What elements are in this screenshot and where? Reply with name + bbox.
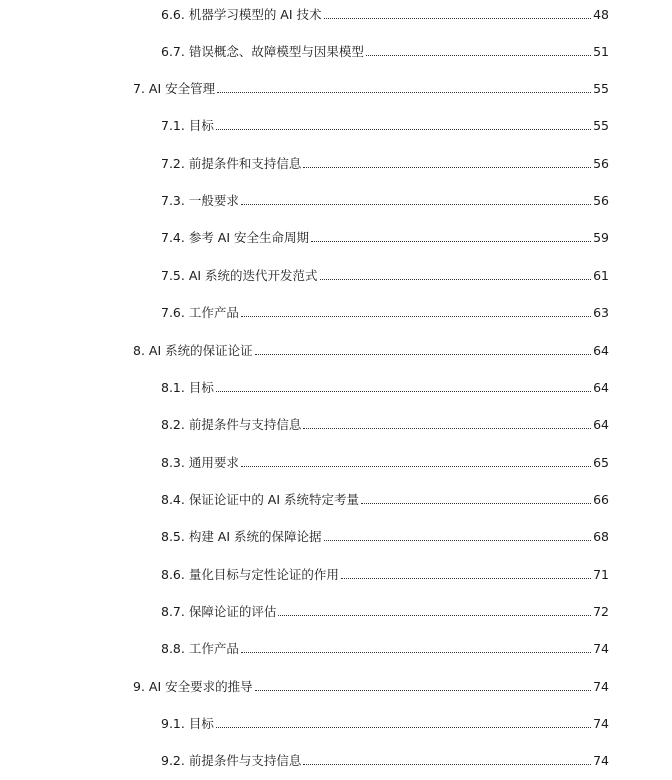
toc-page-number: 56 [593,193,609,208]
toc-page-number: 48 [593,7,609,22]
toc-entry-9-2[interactable] [161,750,609,768]
toc-entry-8-8[interactable] [161,638,609,656]
toc-entry-title: 7.2. 前提条件和支持信息 [161,156,302,171]
dot-leader [303,167,591,168]
dot-leader [278,615,591,616]
toc-entry-8-4[interactable] [161,489,609,507]
toc-entry-title: 8.8. 工作产品 [161,641,239,656]
dot-leader [303,428,591,429]
dot-leader [324,18,592,19]
toc-entry-8-6[interactable] [161,564,609,582]
toc-entry-title: 7.1. 目标 [161,118,214,133]
dot-leader [241,652,591,653]
toc-page-number: 74 [593,641,609,656]
toc-entry-title: 7. AI 安全管理 [133,81,216,96]
toc-entry-8[interactable] [133,340,609,358]
toc-page-number: 55 [593,81,609,96]
dot-leader [341,578,591,579]
toc-page-number: 63 [593,305,609,320]
toc-entry-8-2[interactable] [161,414,609,432]
toc-page-number: 56 [593,156,609,171]
dot-leader [216,727,591,728]
dot-leader [241,466,591,467]
toc-entry-9[interactable] [133,676,609,694]
toc-page-number: 65 [593,455,609,470]
toc-entry-9-1[interactable] [161,713,609,731]
toc-page-number: 66 [593,492,609,507]
toc-page-number: 64 [593,417,609,432]
toc-entry-8-7[interactable] [161,601,609,619]
toc-entry-title: 9.1. 目标 [161,716,214,731]
toc-page-number: 64 [593,343,609,358]
toc-entry-title: 9.2. 前提条件与支持信息 [161,753,302,768]
toc-entry-title: 7.6. 工作产品 [161,305,239,320]
toc-entry-6-7[interactable] [161,41,609,59]
toc-entry-7-3[interactable] [161,190,609,208]
toc-entry-7-1[interactable] [161,115,609,133]
toc-entry-title: 7.4. 参考 AI 安全生命周期 [161,230,310,245]
toc-entry-8-1[interactable] [161,377,609,395]
toc-entry-title: 8. AI 系统的保证论证 [133,343,253,358]
toc-entry-7-6[interactable] [161,302,609,320]
dot-leader [255,354,591,355]
dot-leader [303,764,591,765]
toc-page-number: 55 [593,118,609,133]
toc-entry-title: 6.7. 错误概念、故障模型与因果模型 [161,44,364,59]
toc-page-number: 59 [593,230,609,245]
toc-page-number: 74 [593,716,609,731]
toc-entry-title: 6.6. 机器学习模型的 AI 技术 [161,7,322,22]
toc-page-number: 74 [593,679,609,694]
toc-entry-title: 8.5. 构建 AI 系统的保障论据 [161,529,322,544]
toc-entry-title: 8.1. 目标 [161,380,214,395]
dot-leader [216,129,591,130]
toc-entry-8-5[interactable] [161,526,609,544]
toc-entry-7-4[interactable] [161,227,609,245]
toc-entry-title: 7.5. AI 系统的迭代开发范式 [161,268,318,283]
dot-leader [361,503,591,504]
dot-leader [217,92,591,93]
toc-entry-8-3[interactable] [161,452,609,470]
dot-leader [320,279,592,280]
toc-entry-title: 7.3. 一般要求 [161,193,239,208]
dot-leader [255,690,591,691]
toc-page-number: 71 [593,567,609,582]
toc-entry-6-6[interactable] [161,4,609,22]
toc-entry-title: 8.6. 量化目标与定性论证的作用 [161,567,339,582]
toc-entry-title: 8.3. 通用要求 [161,455,239,470]
toc-page-number: 51 [593,44,609,59]
dot-leader [366,55,591,56]
toc-page-number: 64 [593,380,609,395]
toc-page-number: 68 [593,529,609,544]
toc-entry-7-2[interactable] [161,153,609,171]
dot-leader [311,241,591,242]
toc-page-number: 72 [593,604,609,619]
toc-page-number: 61 [593,268,609,283]
dot-leader [241,204,591,205]
toc-entry-title: 8.2. 前提条件与支持信息 [161,417,302,432]
toc-entry-title: 8.4. 保证论证中的 AI 系统特定考量 [161,492,360,507]
dot-leader [241,316,591,317]
toc-entry-7[interactable] [133,78,609,96]
dot-leader [216,391,591,392]
toc-entry-title: 8.7. 保障论证的评估 [161,604,277,619]
toc-entry-title: 9. AI 安全要求的推导 [133,679,253,694]
toc-entry-7-5[interactable] [161,265,609,283]
dot-leader [324,540,592,541]
toc-page-number: 74 [593,753,609,768]
